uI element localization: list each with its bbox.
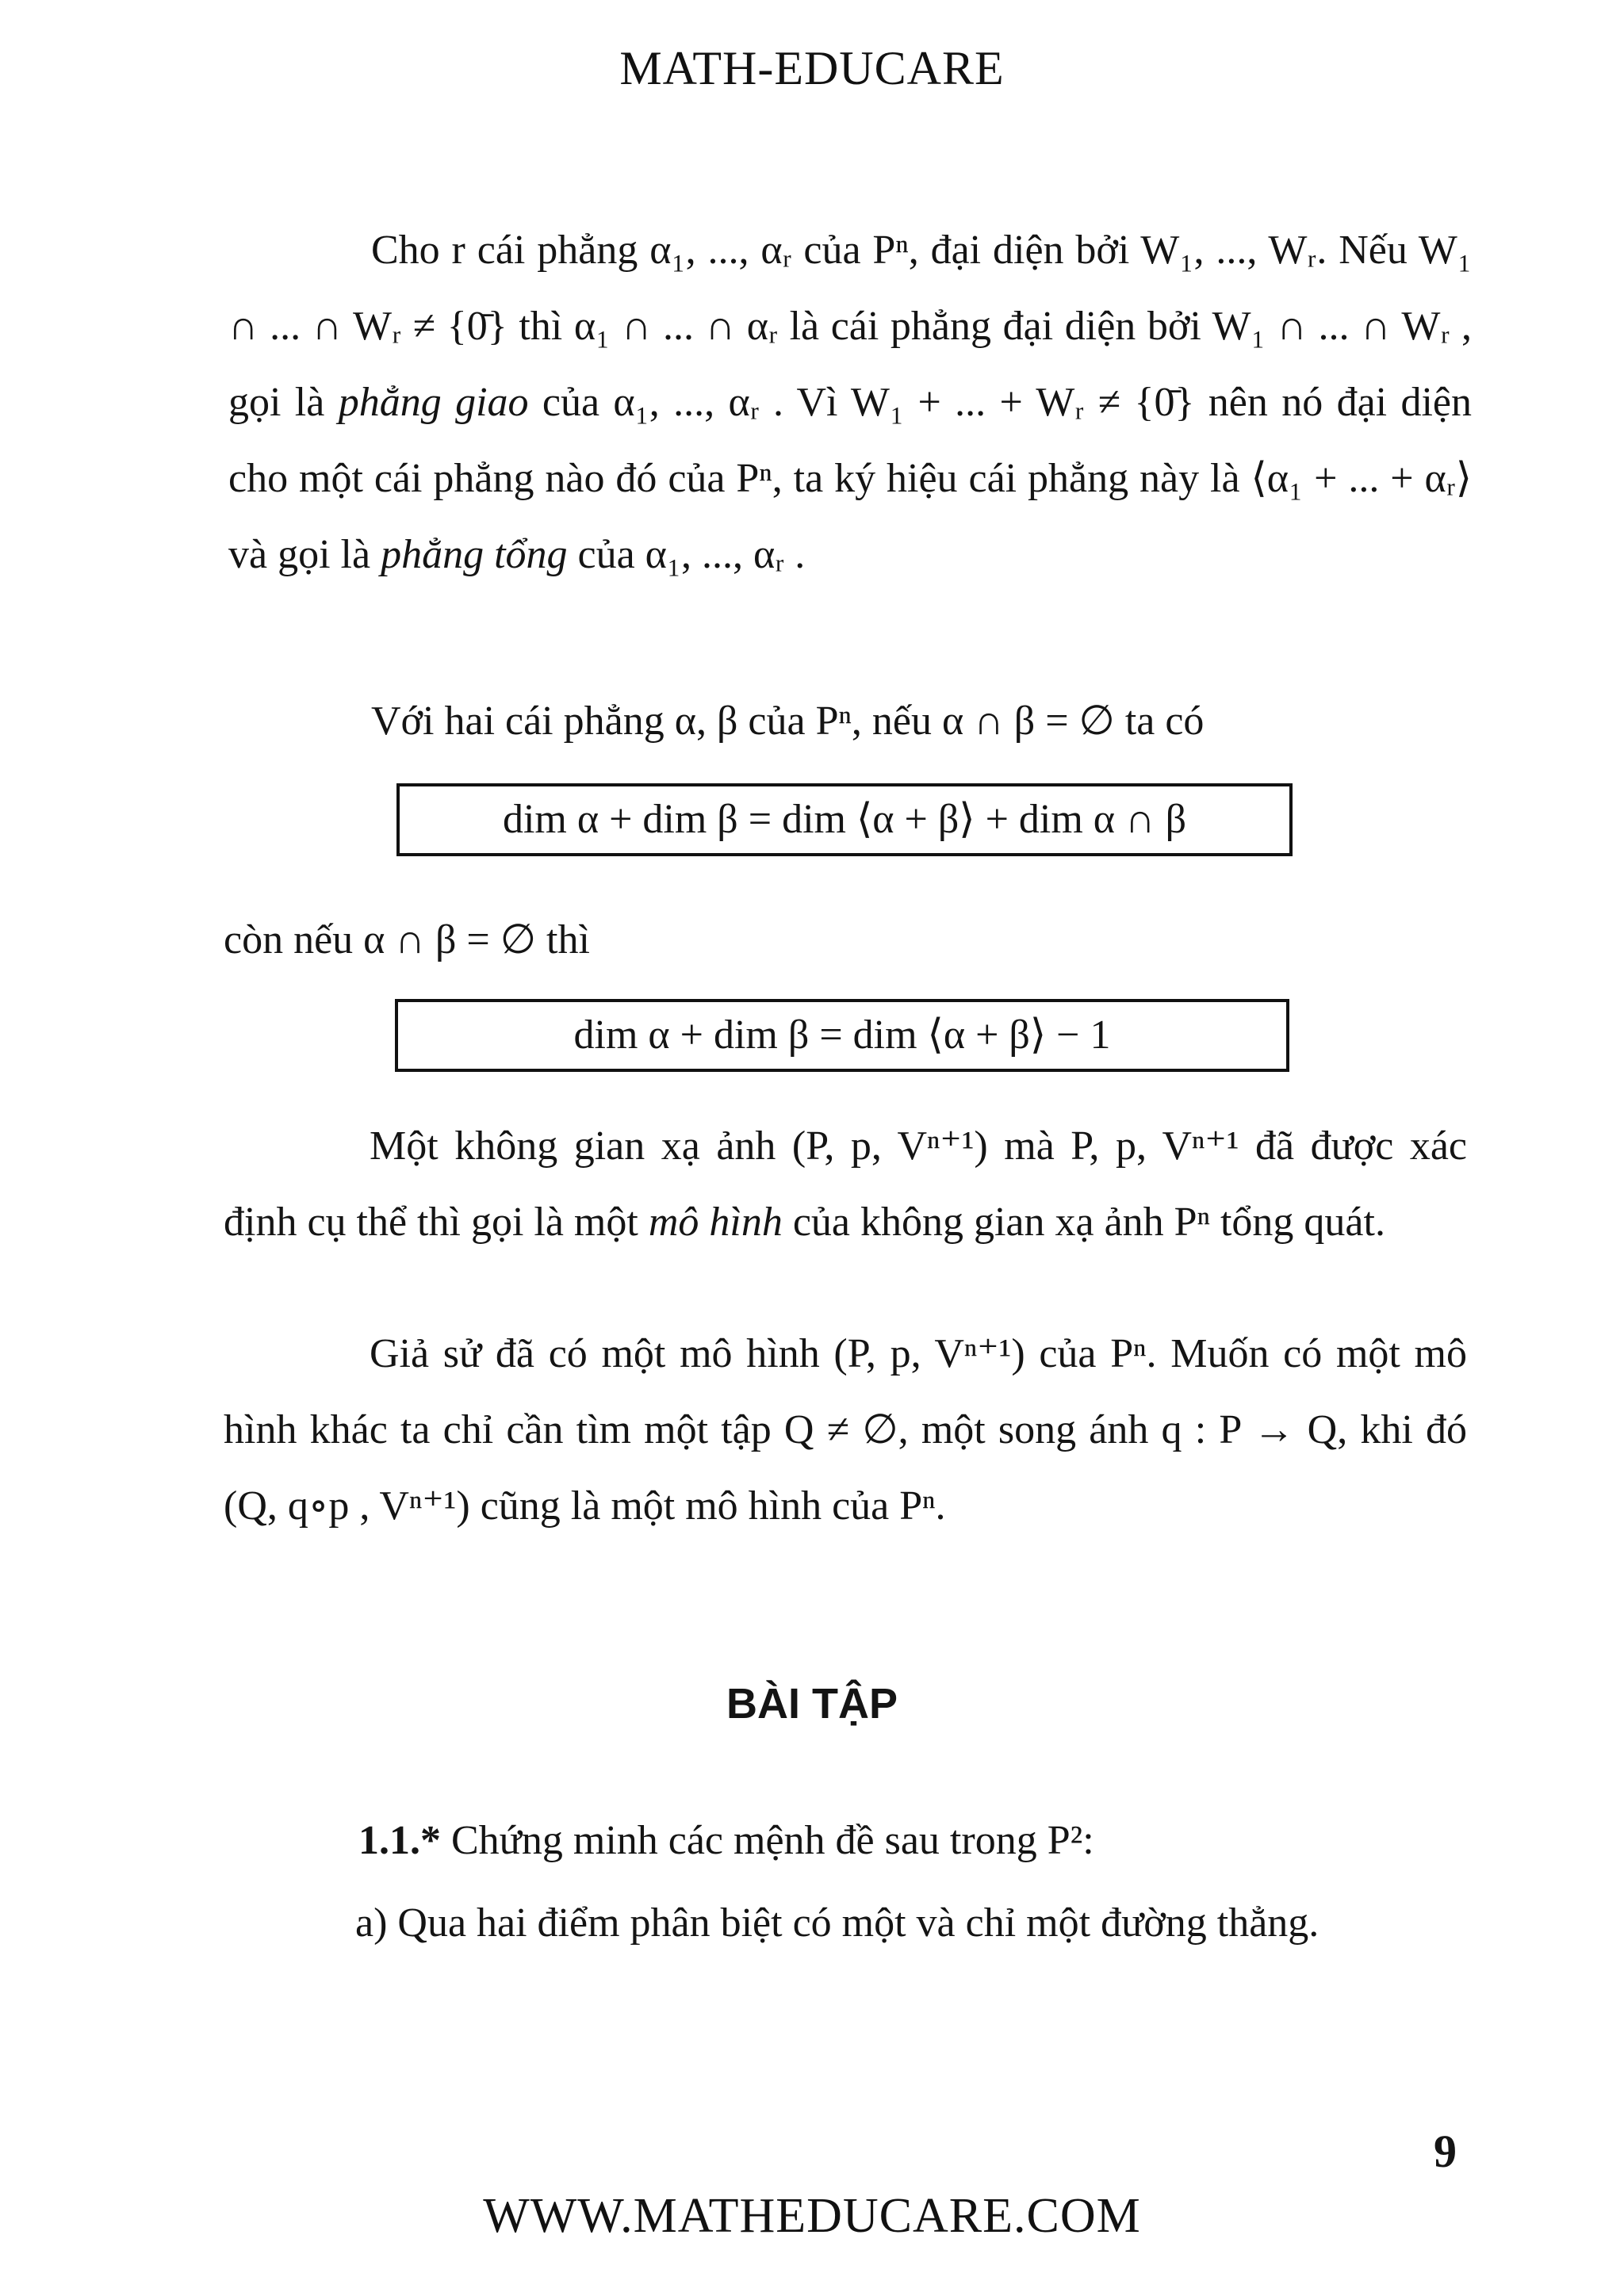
p1-text-a: Cho r cái phẳng α₁, ..., αᵣ của Pⁿ, đại diện bởi W₁, ..., Wᵣ. Nếu W₁ ∩ ... ∩ Wᵣ ≠ {0̄} thì α₁ ∩ ... ∩ αᵣ là cái phẳng đại diện bởi W₁ ∩ ... ∩ Wᵣ , gọi là: [228, 228, 1472, 425]
page-footer: WWW.MATHEDUCARE.COM: [483, 2189, 1141, 2243]
formula-box-2: dim α + dim β = dim ⟨α + β⟩ − 1: [395, 999, 1289, 1072]
term-phang-giao: phẳng giao: [338, 380, 529, 425]
exercise-1-1: [358, 1803, 1484, 1879]
paragraph-other-model: Giả sử đã có một mô hình (P, p, Vⁿ⁺¹) của Pⁿ. Muốn có một mô hình khác ta chỉ cần tìm một tập Q ≠ ∅, một song ánh q : P → Q, khi đó (Q, q∘p , Vⁿ⁺¹) cũng là một mô hình của Pⁿ.: [224, 1331, 1467, 1529]
paragraph-intersection-sum-planes: [228, 212, 1472, 593]
term-phang-tong: phẳng tổng: [381, 532, 568, 577]
p1-text-c: của α₁, ..., αᵣ .: [567, 532, 806, 577]
paragraph-two-planes: Với hai cái phẳng α, β của Pⁿ, nếu α ∩ β = ∅ ta có: [371, 698, 1205, 744]
exercise-statement: Chứng minh các mệnh đề sau trong P²:: [441, 1818, 1094, 1863]
paragraph-model-definition: [224, 1108, 1467, 1261]
p4-text-a: Một không gian xạ ảnh (P, p, Vⁿ⁺¹) mà P, p, Vⁿ⁺¹ đã được xác định cụ thể thì gọi là một: [224, 1123, 1467, 1245]
formula-box-1: dim α + dim β = dim ⟨α + β⟩ + dim α ∩ β: [396, 783, 1293, 856]
page-header: MATH-EDUCARE: [619, 42, 1005, 94]
p4-text-b: của không gian xạ ảnh Pⁿ tổng quát.: [782, 1200, 1385, 1245]
p1-text-b: của α₁, ..., αᵣ . Vì W₁ + ... + Wᵣ ≠ {0̄} nên nó đại diện cho một cái phẳng nào đó của Pⁿ, ta ký hiệu cái phẳng này là ⟨α₁ + ... + αᵣ⟩ và gọi là: [228, 380, 1472, 577]
paragraph-else-case: còn nếu α ∩ β = ∅ thì: [224, 917, 590, 962]
exercise-number: 1.1.*: [358, 1818, 441, 1863]
page-number: 9: [1434, 2126, 1457, 2177]
term-mo-hinh: mô hình: [648, 1200, 783, 1245]
section-heading-exercises: BÀI TẬP: [726, 1680, 898, 1728]
exercise-1-1-part-a: a) Qua hai điểm phân biệt có một và chỉ một đường thẳng.: [355, 1900, 1320, 1946]
